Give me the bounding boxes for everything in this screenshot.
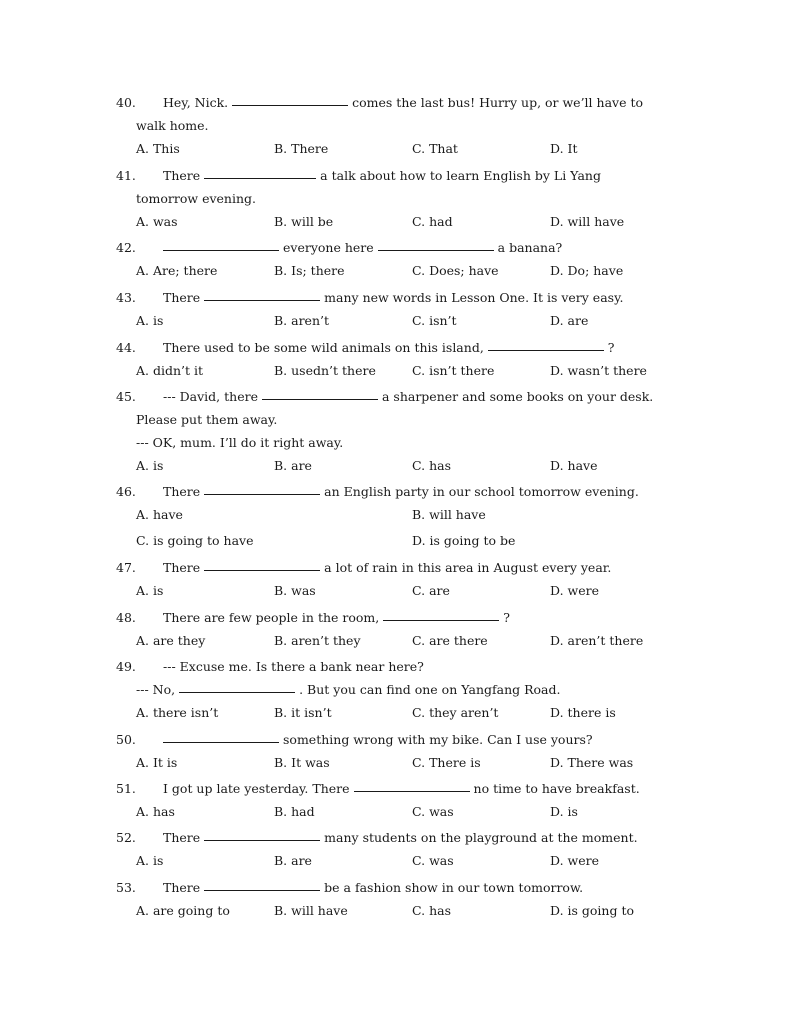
answer-blank[interactable]	[204, 480, 320, 495]
question-text-pre: There	[163, 168, 201, 183]
question-number: 52.	[116, 830, 136, 845]
question-number: 45.	[116, 389, 136, 404]
answer-blank[interactable]	[354, 777, 470, 792]
question-text-pre: There	[163, 880, 201, 895]
answer-blank[interactable]	[378, 236, 494, 251]
question-number: 41.	[116, 168, 136, 183]
question-number: 43.	[116, 290, 136, 305]
question-53	[116, 876, 686, 922]
question-text-pre: --- David, there	[163, 389, 258, 404]
question-text-post: be a fashion show in our town tomorrow.	[324, 880, 584, 895]
question-number: 44.	[116, 340, 136, 355]
option-a[interactable]: A. are they	[136, 633, 206, 648]
question-text-post: a lot of rain in this area in August every year.	[324, 560, 612, 575]
answer-blank[interactable]	[163, 728, 279, 743]
option-a[interactable]: A. have	[136, 507, 183, 522]
option-b[interactable]: B. was	[274, 583, 316, 598]
option-c[interactable]: C. isn’t	[412, 313, 457, 328]
answer-blank[interactable]	[383, 606, 499, 621]
question-number: 40.	[116, 95, 136, 110]
option-d[interactable]: D. have	[550, 458, 598, 473]
question-51	[116, 777, 686, 823]
question-text-post: many new words in Lesson One. It is very easy.	[324, 290, 624, 305]
answer-blank[interactable]	[204, 556, 320, 571]
option-a[interactable]: A. there isn’t	[136, 705, 219, 720]
option-c[interactable]: C. Does; have	[412, 263, 499, 278]
option-d[interactable]: D. is going to be	[412, 533, 516, 548]
option-c[interactable]: C. has	[412, 903, 451, 918]
question-text-post: ?	[607, 340, 615, 355]
option-d[interactable]: D. were	[550, 853, 599, 868]
answer-blank[interactable]	[163, 236, 279, 251]
option-d[interactable]: D. aren’t there	[550, 633, 644, 648]
question-text-pre: Hey, Nick.	[163, 95, 229, 110]
question-text-post: ?	[503, 610, 510, 625]
question-49	[116, 655, 686, 724]
question-text-continued: Please put them away.	[136, 412, 278, 427]
question-41	[116, 164, 686, 233]
question-number: 49.	[116, 659, 136, 674]
question-text-pre: There are few people in the room,	[163, 610, 380, 625]
question-text-post: an English party in our school tomorrow evening.	[324, 484, 639, 499]
question-text-post: many students on the playground at the moment.	[324, 830, 638, 845]
option-a[interactable]: A. is	[136, 853, 164, 868]
question-number: 53.	[116, 880, 136, 895]
question-text-pre: There used to be some wild animals on this island,	[163, 340, 484, 355]
question-45	[116, 385, 686, 477]
question-text-post: a sharpener and some books on your desk.	[381, 389, 654, 404]
option-b[interactable]: B. aren’t they	[274, 633, 361, 648]
option-d[interactable]: D. are	[550, 313, 589, 328]
option-c[interactable]: C. isn’t there	[412, 363, 495, 378]
option-b[interactable]: B. will have	[412, 507, 486, 522]
question-number: 50.	[116, 732, 136, 747]
option-c[interactable]: C. was	[412, 804, 454, 819]
option-b[interactable]: B. There	[274, 141, 329, 156]
option-c[interactable]: C. is going to have	[136, 533, 254, 548]
question-50	[116, 728, 686, 774]
option-b[interactable]: B. are	[274, 853, 312, 868]
question-42	[116, 236, 686, 282]
question-number: 42.	[116, 240, 136, 255]
option-c[interactable]: C. was	[412, 853, 454, 868]
option-a[interactable]: A. It is	[136, 755, 178, 770]
option-b[interactable]: B. are	[274, 458, 312, 473]
question-number: 48.	[116, 610, 136, 625]
question-text-post: something wrong with my bike. Can I use yours?	[283, 732, 593, 747]
question-text-pre: There	[163, 560, 201, 575]
question-47	[116, 556, 686, 602]
option-d[interactable]: D. is	[550, 804, 578, 819]
option-a[interactable]: A. didn’t it	[136, 363, 204, 378]
option-b[interactable]: B. will have	[274, 903, 348, 918]
option-a[interactable]: A. was	[136, 214, 178, 229]
question-48	[116, 606, 686, 652]
question-text-continued: tomorrow evening.	[136, 191, 257, 206]
option-b[interactable]: B. It was	[274, 755, 330, 770]
answer-blank[interactable]	[179, 678, 295, 693]
question-text-pre: --- Excuse me. Is there a bank near here?	[163, 659, 424, 674]
option-d[interactable]: D. is going to	[550, 903, 635, 918]
question-text-continued: walk home.	[136, 118, 209, 133]
option-c[interactable]: C. There is	[412, 755, 481, 770]
option-d[interactable]: D. there is	[550, 705, 616, 720]
question-text-post: no time to have breakfast.	[473, 781, 640, 796]
option-c[interactable]: C. are there	[412, 633, 488, 648]
answer-blank[interactable]	[204, 286, 320, 301]
option-d[interactable]: D. were	[550, 583, 599, 598]
answer-blank[interactable]	[232, 91, 348, 106]
option-a[interactable]: A. has	[136, 804, 175, 819]
question-number: 47.	[116, 560, 136, 575]
option-a[interactable]: A. is	[136, 313, 164, 328]
option-b[interactable]: B. usedn’t there	[274, 363, 376, 378]
option-c[interactable]: C. has	[412, 458, 451, 473]
option-d[interactable]: D. will have	[550, 214, 625, 229]
option-c[interactable]: C. That	[412, 141, 458, 156]
question-44	[116, 336, 686, 382]
option-b[interactable]: B. had	[274, 804, 315, 819]
option-a[interactable]: A. This	[136, 141, 180, 156]
option-c[interactable]: C. they aren’t	[412, 705, 499, 720]
question-text-pre: I got up late yesterday. There	[163, 781, 350, 796]
option-a[interactable]: A. are going to	[136, 903, 230, 918]
question-text-pre: There	[163, 484, 201, 499]
dialogue-reply-pre: --- No,	[136, 682, 176, 697]
answer-blank[interactable]	[262, 385, 378, 400]
dialogue-reply: --- OK, mum. I’ll do it right away.	[136, 435, 344, 450]
question-text-pre: There	[163, 830, 201, 845]
question-52	[116, 826, 686, 872]
option-d[interactable]: D. Do; have	[550, 263, 624, 278]
option-a[interactable]: A. Are; there	[136, 263, 218, 278]
option-c[interactable]: C. had	[412, 214, 453, 229]
question-text-mid: everyone here	[283, 240, 374, 255]
option-c[interactable]: C. are	[412, 583, 450, 598]
question-text-post: a talk about how to learn English by Li Yang	[320, 168, 601, 183]
question-text-pre: There	[163, 290, 201, 305]
dialogue-reply-post: . But you can find one on Yangfang Road.	[299, 682, 561, 697]
answer-blank[interactable]	[204, 164, 316, 179]
question-number: 46.	[116, 484, 136, 499]
answer-blank[interactable]	[488, 336, 604, 351]
option-b[interactable]: B. aren’t	[274, 313, 330, 328]
option-b[interactable]: B. will be	[274, 214, 334, 229]
question-number: 51.	[116, 781, 136, 796]
question-43	[116, 286, 686, 332]
question-text-post: a banana?	[497, 240, 563, 255]
option-d[interactable]: D. wasn’t there	[550, 363, 647, 378]
question-46	[116, 480, 686, 552]
option-d[interactable]: D. It	[550, 141, 578, 156]
question-40	[116, 91, 686, 160]
option-b[interactable]: B. Is; there	[274, 263, 345, 278]
option-a[interactable]: A. is	[136, 458, 164, 473]
option-a[interactable]: A. is	[136, 583, 164, 598]
option-d[interactable]: D. There was	[550, 755, 634, 770]
answer-blank[interactable]	[204, 876, 320, 891]
option-b[interactable]: B. it isn’t	[274, 705, 332, 720]
question-text-post: comes the last bus! Hurry up, or we’ll have to	[352, 95, 644, 110]
answer-blank[interactable]	[204, 826, 320, 841]
